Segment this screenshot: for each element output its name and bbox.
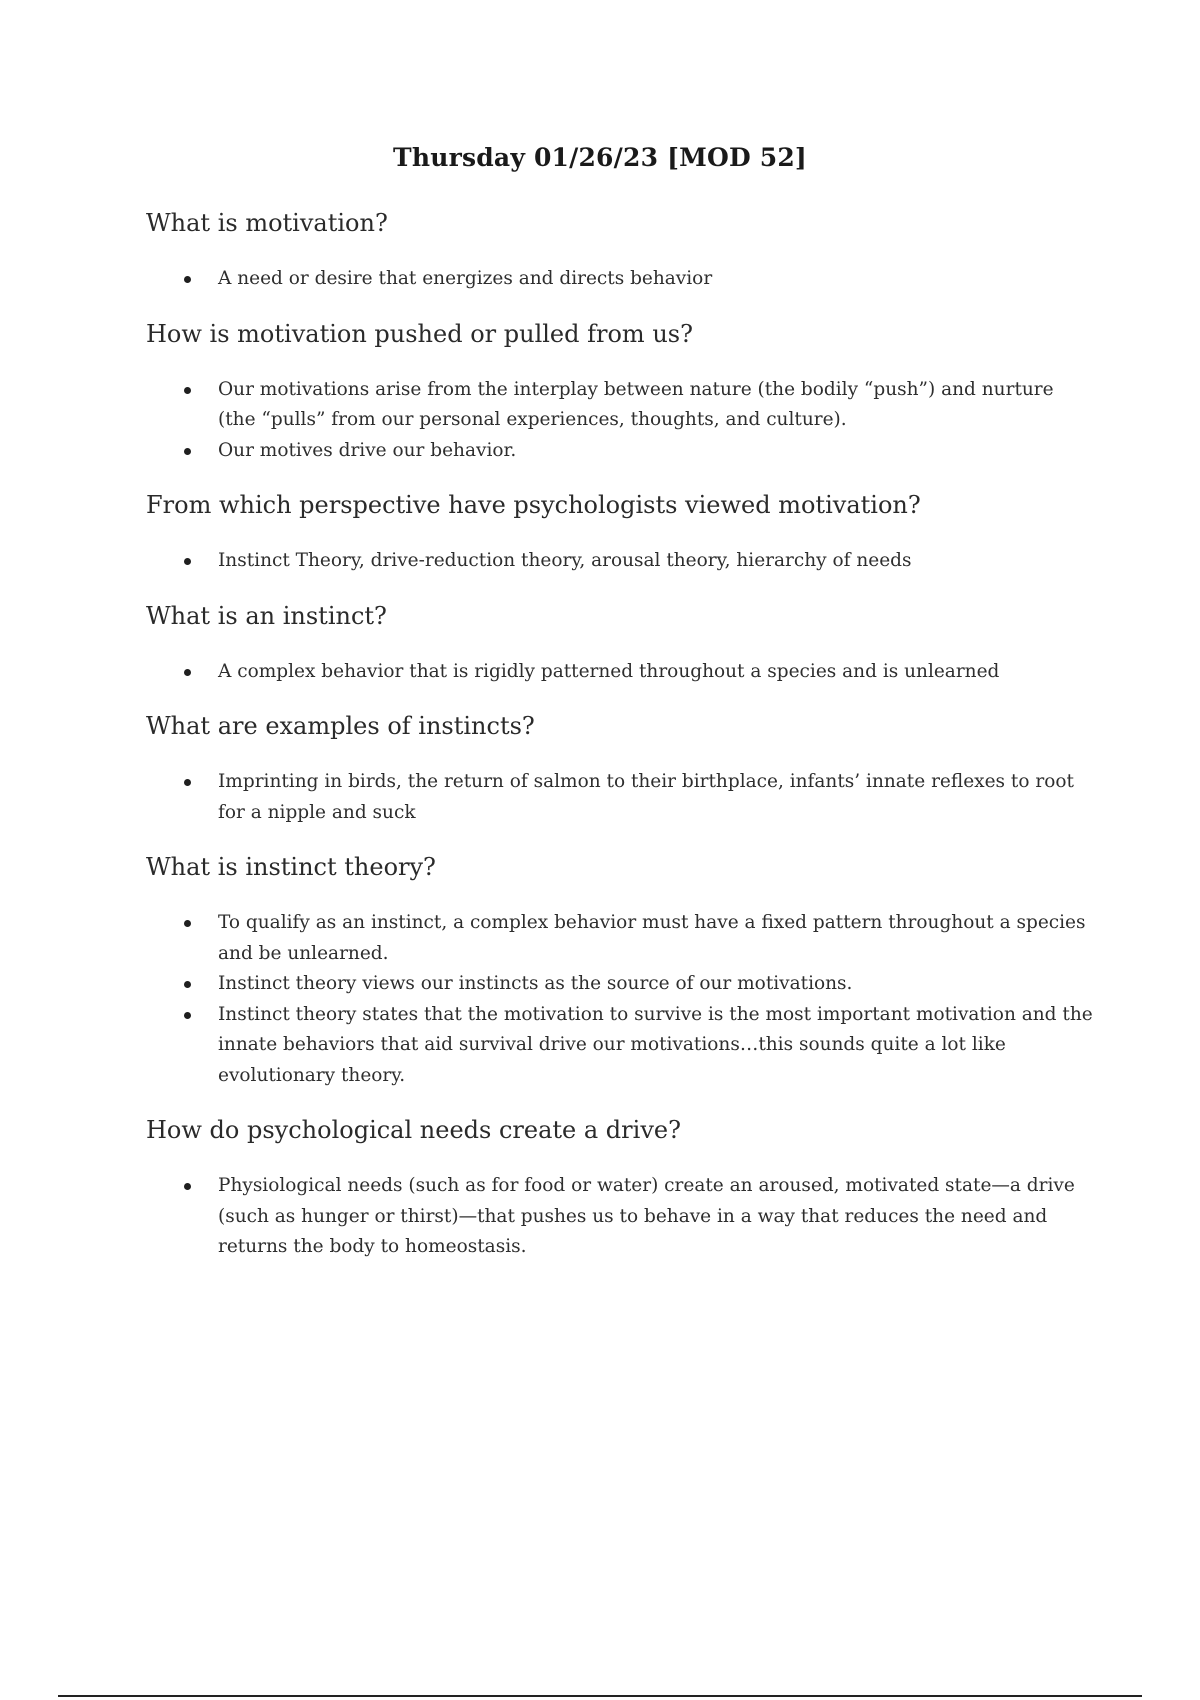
answer-text: A complex behavior that is rigidly patterned throughout a species and is unlearned [218,660,1000,682]
bullet-icon [184,1012,191,1019]
answer-item [146,969,1096,1000]
answer-item [146,264,1096,295]
qa-section [146,490,1096,577]
bullet-icon [184,448,191,455]
page-bottom-rule [58,1695,1142,1697]
bullet-icon [184,981,191,988]
answer-item [146,436,1096,467]
answer-list [146,657,1096,688]
bullet-icon [184,387,191,394]
question-heading: How is motivation pushed or pulled from us? [146,319,693,348]
answer-item [146,908,1096,969]
bullet-icon [184,276,191,283]
answer-text: Instinct Theory, drive-reduction theory, arousal theory, hierarchy of needs [218,550,912,571]
qa-section [146,1115,1096,1263]
bullet-icon [184,1183,191,1190]
bullet-icon [184,558,191,565]
qa-section [146,319,1096,467]
answer-item [146,546,1096,577]
bullet-icon [184,779,191,786]
bullet-icon [184,669,191,676]
answer-list [146,375,1096,467]
question-heading: What is instinct theory? [146,853,436,881]
question-heading: What are examples of instincts? [146,712,535,740]
question-heading: How do psychological needs create a drive? [146,1116,681,1144]
notes-body [146,208,1096,1287]
answer-text: Our motivations arise from the interplay between nature (the bodily “push”) and nurture (the “pulls” from our personal experiences, thoughts, and culture). [218,378,1054,430]
answer-list [146,546,1096,577]
answer-list [146,908,1096,1091]
answer-text: Physiological needs (such as for food or water) create an aroused, motivated state—a drive (such as hunger or thirst)—that pushes us to behave in a way that reduces the need and returns the body to homeostasis. [218,1175,1075,1257]
qa-section [146,711,1096,828]
answer-item [146,375,1096,436]
answer-item [146,1171,1096,1263]
answer-item [146,1000,1096,1092]
question-heading: What is motivation? [146,209,388,237]
answer-text: Our motives drive our behavior. [218,439,517,461]
qa-section [146,601,1096,688]
answer-text: To qualify as an instinct, a complex behavior must have a fixed pattern throughout a species and be unlearned. [218,912,1086,964]
question-heading: What is an instinct? [146,601,387,630]
answer-text: Imprinting in birds, the return of salmon to their birthplace, infants’ innate reflexes to root for a nipple and suck [218,771,1074,823]
answer-list [146,767,1096,828]
answer-list [146,1171,1096,1263]
answer-list [146,264,1096,295]
answer-text: A need or desire that energizes and directs behavior [218,268,713,289]
answer-text: Instinct theory states that the motivation to survive is the most important motivation and the innate behaviors that aid survival drive our motivations…this sounds quite a lot like evolutionary theory. [218,1003,1093,1086]
answer-item [146,767,1096,828]
bullet-icon [184,920,191,927]
qa-section [146,852,1096,1091]
page-title: Thursday 01/26/23 [MOD 52] [393,143,807,172]
question-heading: From which perspective have psychologists viewed motivation? [146,491,921,519]
answer-text: Instinct theory views our instincts as the source of our motivations. [218,973,853,994]
qa-section [146,208,1096,295]
answer-item [146,657,1096,688]
